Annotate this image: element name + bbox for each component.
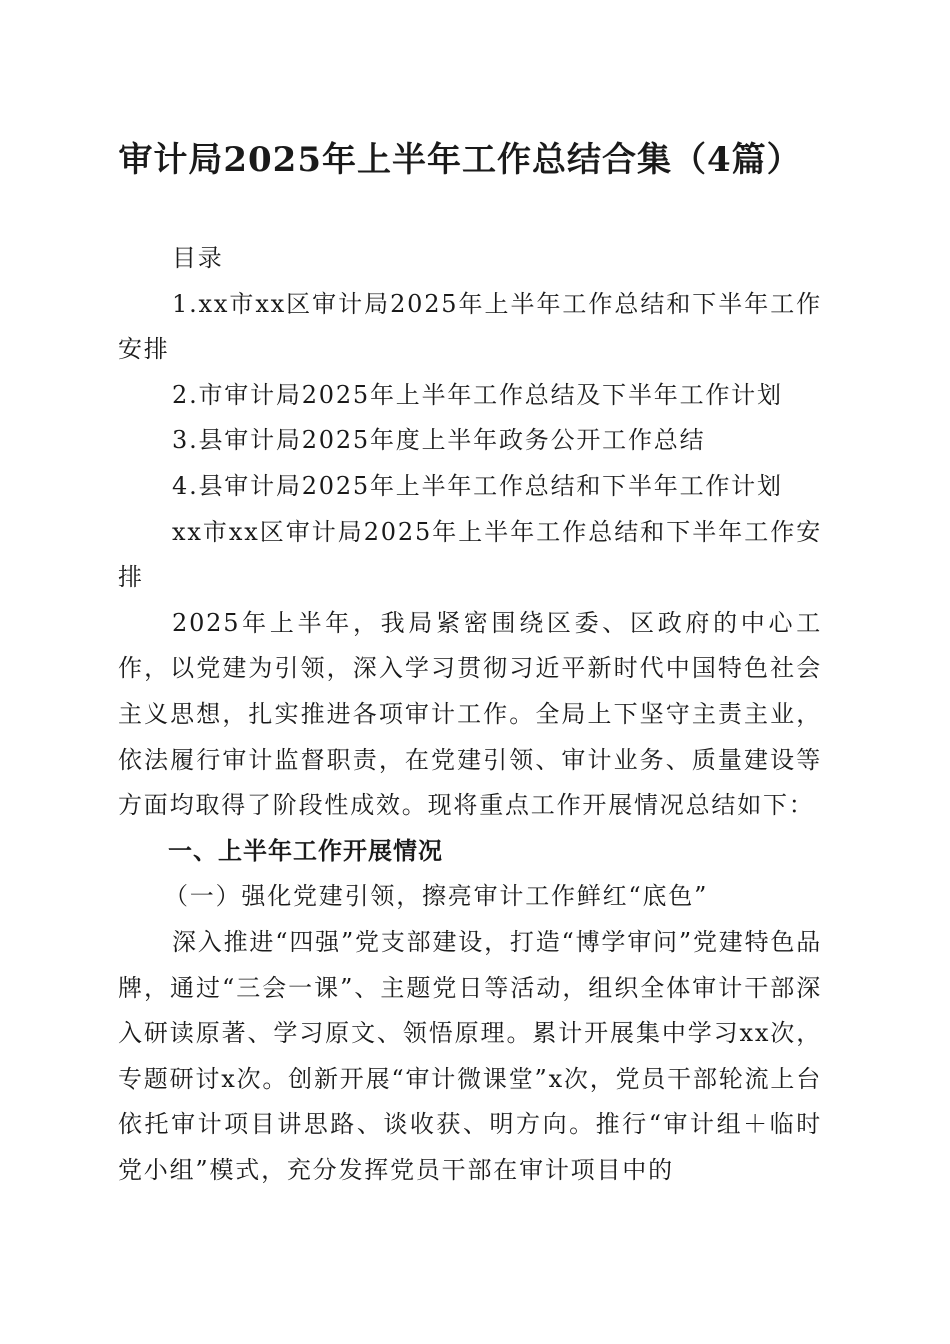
intro-paragraph: 2025年上半年，我局紧密围绕区委、区政府的中心工作，以党建为引领，深入学习贯彻习近平新时代中国特色社会主义思想，扎实推进各项审计工作。全局上下坚守主责主业，依法履行审计监督职责，在党建引领、审计业务、质量建设等方面均取得了阶段性成效。现将重点工作开展情况总结如下： [118, 608, 822, 820]
toc-item-4: 4.县审计局2025年上半年工作总结和下半年工作计划 [172, 471, 783, 500]
document-page [118, 130, 822, 1193]
article-title: xx市xx区审计局2025年上半年工作总结和下半年工作安排 [118, 517, 822, 592]
subsection-heading: （一）强化党建引领，擦亮审计工作鲜红“底色” [164, 882, 709, 911]
document-title: 审计局2025年上半年工作总结合集（4篇） [118, 140, 802, 180]
toc-item-2: 2.市审计局2025年上半年工作总结及下半年工作计划 [172, 380, 783, 409]
toc-item-1: 1.xx市xx区审计局2025年上半年工作总结和下半年工作安排 [118, 289, 822, 364]
body-paragraph: 深入推进“四强”党支部建设，打造“博学审问”党建特色品牌，通过“三会一课”、主题党日等活动，组织全体审计干部深入研读原著、学习原文、领悟原理。累计开展集中学习xx次，专题研讨x次。创新开展“审计微课堂”x次，党员干部轮流上台依托审计项目讲思路、谈收获、明方向。推行“审计组＋临时党小组”模式，充分发挥党员干部在审计项目中的 [118, 927, 822, 1184]
toc-item-3: 3.县审计局2025年度上半年政务公开工作总结 [172, 426, 706, 455]
section-heading: 一、上半年工作开展情况 [168, 836, 443, 865]
toc-label: 目录 [172, 244, 224, 272]
